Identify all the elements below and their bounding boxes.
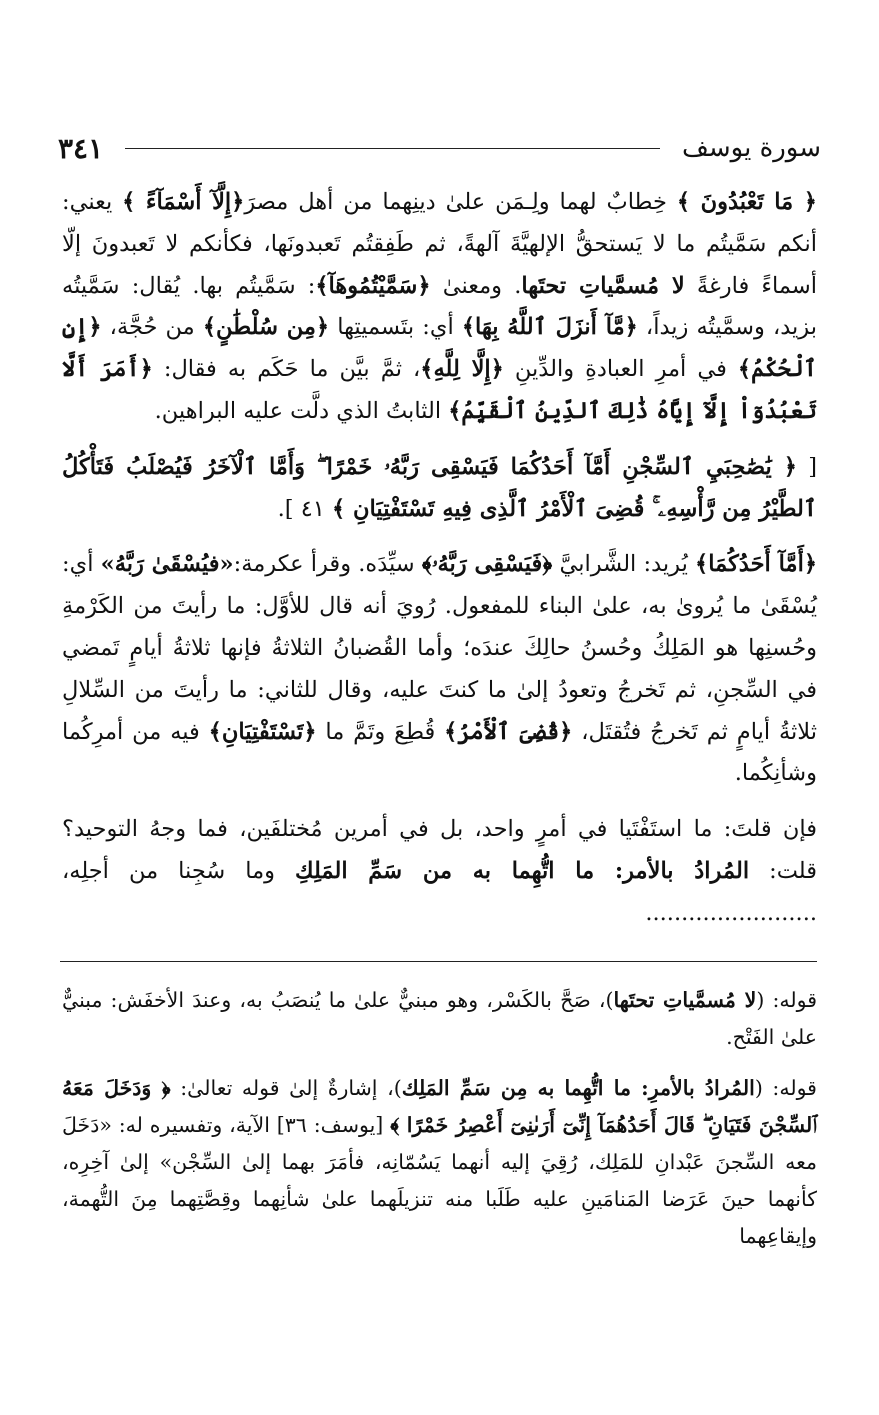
quran-quote: ﴿فَيَسْقِى رَبَّهُۥ﴾ <box>421 551 553 578</box>
quran-quote: «فيُسْقَىٰ رَبَّهُ» <box>100 551 234 578</box>
text-span: قوله: ( <box>756 988 817 1012</box>
footnote <box>62 982 817 1056</box>
text-span: ، ثمَّ بيَّن ما حَكَم به فقال: <box>152 356 421 383</box>
bold-phrase: المُرادُ بالأمرِ: ما اتُّهِما به مِن سَمِّ المَلِك <box>401 1076 755 1100</box>
quran-quote: ﴿ وَدَخَلَ مَعَهُ ٱلسِّجْنَ فَتَيَانِ ۖ قَالَ أَحَدُهُمَآ إِنِّىٓ أَرَىٰنِىٓ أَعْصِرُ خَمْرًا ﴾ <box>62 1076 817 1137</box>
verse-bracket-open: [ <box>796 453 817 480</box>
header-rule <box>125 148 660 149</box>
footnote-divider <box>60 961 817 962</box>
verse-block <box>62 447 817 531</box>
quran-quote: ﴿تَسْتَفْتِيَانِ﴾ <box>208 718 317 745</box>
quran-quote: ﴿إِنِ ٱلْحُكْمُ﴾ <box>62 314 817 383</box>
quran-quote: ﴿مِن سُلْطَٰنٍ﴾ <box>202 314 330 341</box>
text-span: سيِّدَه. وقرأ عكرمة: <box>233 551 422 578</box>
surah-title: سورة يوسف <box>681 133 821 163</box>
footnotes <box>62 982 817 1269</box>
text-span: أي: بتَسميتِها <box>329 314 462 341</box>
text-span: قُطِعَ وتَمَّ ما <box>316 718 445 745</box>
text-span: في أمرِ العبادةِ والدِّينِ <box>503 356 738 383</box>
quran-quote: ﴿ مَا تَعْبُدُونَ ﴾ <box>676 189 817 215</box>
paragraph <box>62 544 817 795</box>
quran-quote: ﴿إِلَّآ أَسْمَآءً ﴾ <box>122 189 245 215</box>
text-span: وما سُجِنا من أجلِه، ........................ <box>62 857 817 926</box>
page-header <box>58 128 821 168</box>
text-span: أي: يُسْقَىٰ ما يُروىٰ به، علىٰ البناء للمفعول. رُويَ أنه قال للأوَّل: ما رأيتَ من الكَرْمةِ وحُسنِها هو المَلِكُ وحُسنُ حالِكَ عندَه؛ وأما القُضبانُ الثلاثةُ فإنها ثلاثةُ أيامٍ تَمضي في السِّجنِ، ثم تَخرجُ وتعودُ إلىٰ ما كنتَ عليه، وقال للثاني: ما رأيتَ من السِّلالِ ثلاثةُ أيامٍ ثم تَخرجُ فتُقتَل، <box>62 551 817 745</box>
text-span: )، إشارةٌ إلىٰ قوله تعالىٰ: <box>170 1076 402 1100</box>
verse-number: ٤١ ]. <box>277 495 333 522</box>
bold-phrase: المُرادُ بالأمر: ما اتُّهِما به من سَمِّ المَلِكِ <box>295 857 750 884</box>
text-span: يعني: أنكم سَمَّيتُم ما لا يَستحقُّ الإلهيَّةَ آلهةً، ثم طَفِقتُم تَعبدونَها، فكأنكم لا تَعبدونَ إلّا أسماءً فارغةً <box>62 189 817 299</box>
text-span: الثابتُ الذي دلَّت عليه البراهين. <box>154 397 449 424</box>
text-span: قوله: ( <box>754 1076 817 1100</box>
text-span: يُريد: الشَّرابيَّ <box>552 551 696 578</box>
text-span: من حُجَّة، <box>101 314 203 341</box>
quran-quote: ﴿قُضِىَ ٱلْأَمْرُ﴾ <box>444 718 573 745</box>
text-span: خِطابٌ لهما ولِـمَن علىٰ دينِهما من أهل مصرَ <box>244 189 677 215</box>
text-span: فإن قلتَ: ما استَفْتَيا في أمرٍ واحد، بل في أمرين مُختلفَين، فما وجهُ التوحيد؟ قلت: <box>62 816 817 884</box>
bold-phrase: لا مُسمَّياتِ تحتَها <box>521 272 685 299</box>
paragraph <box>62 809 817 934</box>
quran-quote: ﴿مَّآ أَنزَلَ ٱللَّهُ بِهَا﴾ <box>461 314 638 341</box>
text-span: : سَمَّيتُم بها. يُقال: سَمَّيتُه بزيد، وسمَّيتُه زيداً، <box>62 272 817 341</box>
bold-phrase: لا مُسمَّياتِ تحتَها <box>613 988 757 1012</box>
text-span: [يوسف: ٣٦] الآية، وتفسيره له: «دَخَلَ معه السِّجنَ عَبْدانِ للمَلِك، رُقِيَ إليه أنهما يَسُمّانِه، فأمَرَ بهما إلىٰ السِّجْن» إلىٰ آخِرِه، كأنهما حينَ عَرَضا المَنامَينِ عليه طَلَبا منه تنزيلَهما علىٰ شأنِهما وقِصَّتِهما مِنَ التُّهمة، وإيقاعِهما <box>62 1113 817 1248</box>
main-text <box>62 182 817 949</box>
quran-verse: ﴿ يَٰصَٰحِبَيِ ٱلسِّجْنِ أَمَّآ أَحَدُكُمَا فَيَسْقِى رَبَّهُۥ خَمْرًا ۖ وَأَمَّا ٱلْآخَرُ فَيُصْلَبُ فَتَأْكُلُ ٱلطَّيْرُ مِن رَّأْسِهِۦ ۚ قُضِىَ ٱلْأَمْرُ ٱلَّذِى فِيهِ تَسْتَفْتِيَانِ ﴾ <box>62 453 817 522</box>
text-span: فيه من أمرِكُما وشأنِكُما. <box>62 718 817 787</box>
quran-quote: ﴿إِلَّا لِلَّهِ﴾ <box>420 356 504 383</box>
page-number: ٣٤١ <box>58 131 104 165</box>
text-span: . ومعنىٰ <box>430 272 522 299</box>
quran-quote: ﴿أَمَرَ أَلَّا تَعْبُدُوٓاْ إِلَّآ إِيَّاهُ ذَٰلِكَ ٱلدِّينُ ٱلْقَيِّمُ﴾ <box>62 356 817 424</box>
text-span: )، صَحَّ بالكَسْر، وهو مبنيٌّ علىٰ ما يُنصَبُ به، وعندَ الأخفَش: مبنيٌّ علىٰ الفَتْح. <box>62 988 817 1049</box>
paragraph <box>62 182 817 433</box>
footnote <box>62 1070 817 1255</box>
quran-quote: ﴿أَمَّآ أَحَدُكُمَا﴾ <box>695 551 817 578</box>
quran-quote: ﴿سَمَّيْتُمُوهَآ﴾ <box>315 272 431 299</box>
